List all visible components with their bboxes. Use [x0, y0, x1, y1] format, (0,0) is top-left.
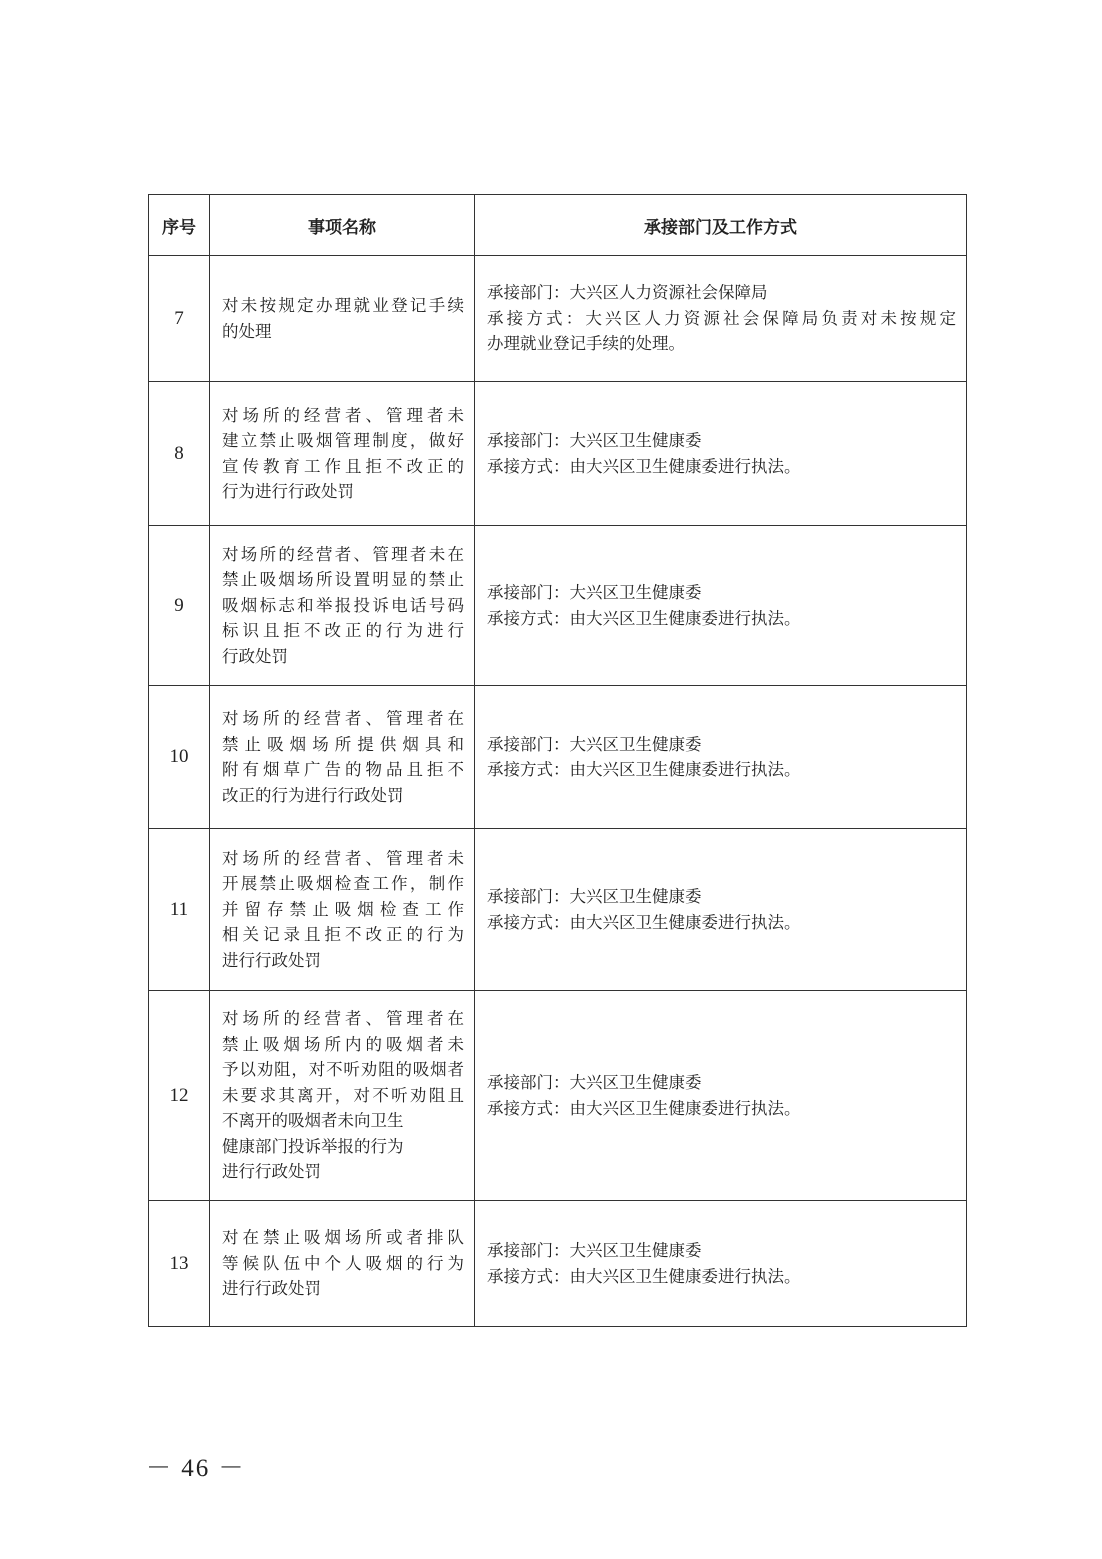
item-name-line: 进行行政处罚: [222, 950, 321, 970]
item-name-cell: [210, 686, 475, 829]
items-table: [148, 194, 967, 1327]
table-body: [149, 256, 967, 1327]
item-name-cell: [210, 256, 475, 382]
method-line: 承接方式：由大兴区卫生健康委进行执法。: [487, 456, 801, 476]
item-name-line: 对场所的经营者、管理者未在: [222, 544, 464, 564]
item-name-line: 宣传教育工作且拒不改正的: [222, 456, 464, 476]
item-name-line: 对场所的经营者、管理者在: [222, 709, 464, 728]
item-name-cell: [210, 991, 475, 1201]
page-number: － 46 －: [146, 1455, 246, 1482]
row-index: 12: [149, 991, 210, 1201]
row-index: 11: [149, 829, 210, 991]
item-name-line: 相关记录且拒不改正的行为: [222, 925, 464, 945]
table-row: [149, 686, 967, 829]
table-row: [149, 526, 967, 686]
department-line: 承接部门：大兴区卫生健康委: [487, 1073, 702, 1092]
item-name-line: 吸烟标志和举报投诉电话号码: [222, 595, 464, 615]
item-name-line: 并留存禁止吸烟检查工作: [222, 899, 464, 919]
item-name-line: 的处理: [222, 321, 272, 341]
item-name-cell: [210, 526, 475, 686]
item-name-line: 禁止吸烟场所提供烟具和: [222, 734, 464, 754]
row-index: 13: [149, 1201, 210, 1327]
table-row: [149, 382, 967, 526]
item-name-line: 进行行政处罚: [222, 1279, 321, 1299]
department-cell: [475, 829, 967, 991]
method-line: 承接方式：由大兴区卫生健康委进行执法。: [487, 1266, 801, 1286]
department-line: 承接部门：大兴区卫生健康委: [487, 734, 702, 754]
method-line: 承接方式：由大兴区卫生健康委进行执法。: [487, 608, 801, 628]
table-header-row: [149, 195, 967, 256]
row-index: 10: [149, 686, 210, 829]
item-name-line: 行政处罚: [222, 646, 288, 666]
item-name-line: 改正的行为进行行政处罚: [222, 785, 404, 805]
department-line: 承接部门：大兴区卫生健康委: [487, 431, 702, 450]
row-index: 7: [149, 256, 210, 382]
item-name-line: 予以劝阻，对不听劝阻的吸烟者: [222, 1060, 464, 1080]
row-index: 8: [149, 382, 210, 526]
item-name-cell: [210, 382, 475, 526]
department-cell: [475, 526, 967, 686]
header-department: 承接部门及工作方式: [475, 195, 967, 256]
table-row: [149, 829, 967, 991]
table-row: [149, 991, 967, 1201]
item-name-line: 建立禁止吸烟管理制度，做好: [222, 431, 464, 450]
item-name-cell: [210, 829, 475, 991]
header-item-name: 事项名称: [210, 195, 475, 256]
department-cell: [475, 686, 967, 829]
item-name-line: 附有烟草广告的物品且拒不: [222, 760, 464, 779]
item-name-line: 禁止吸烟场所设置明显的禁止: [222, 570, 464, 590]
method-line: 承接方式：由大兴区卫生健康委进行执法。: [487, 912, 801, 932]
table-row: [149, 256, 967, 382]
row-index: 9: [149, 526, 210, 686]
header-index: 序号: [149, 195, 210, 256]
department-line: 承接部门：大兴区卫生健康委: [487, 1241, 702, 1260]
table-row: [149, 1201, 967, 1327]
department-line: 承接部门：大兴区人力资源社会保障局: [487, 283, 768, 303]
item-name-line: 对场所的经营者、管理者在: [222, 1009, 464, 1029]
department-cell: [475, 382, 967, 526]
method-line: 办理就业登记手续的处理。: [487, 334, 685, 354]
method-line: 承接方式：由大兴区卫生健康委进行执法。: [487, 1098, 801, 1118]
item-name-line: 未要求其离开，对不听劝阻且: [222, 1085, 464, 1105]
department-line: 承接部门：大兴区卫生健康委: [487, 887, 702, 906]
method-line: 承接方式：大兴区人力资源社会保障局负责对未按规定: [487, 308, 956, 328]
item-name-line: 开展禁止吸烟检查工作，制作: [222, 874, 464, 894]
item-name-line: 对未按规定办理就业登记手续: [222, 296, 464, 315]
department-cell: [475, 256, 967, 382]
item-name-line: 对场所的经营者、管理者未: [222, 405, 464, 425]
method-line: 承接方式：由大兴区卫生健康委进行执法。: [487, 760, 801, 779]
item-name-line: 标识且拒不改正的行为进行: [222, 621, 464, 641]
item-name-line: 进行行政处罚: [222, 1162, 321, 1182]
item-name-line: 对场所的经营者、管理者未: [222, 848, 464, 868]
department-line: 承接部门：大兴区卫生健康委: [487, 583, 702, 602]
item-name-line: 等候队伍中个人吸烟的行为: [222, 1253, 464, 1273]
department-cell: [475, 991, 967, 1201]
item-name-line: 健康部门投诉举报的行为: [222, 1136, 404, 1156]
item-name-line: 行为进行行政处罚: [222, 482, 354, 501]
item-name-cell: [210, 1201, 475, 1327]
item-name-line: 禁止吸烟场所内的吸烟者未: [222, 1034, 464, 1054]
item-name-line: 对在禁止吸烟场所或者排队: [222, 1228, 464, 1248]
department-cell: [475, 1201, 967, 1327]
item-name-line: 不离开的吸烟者未向卫生: [222, 1111, 404, 1131]
